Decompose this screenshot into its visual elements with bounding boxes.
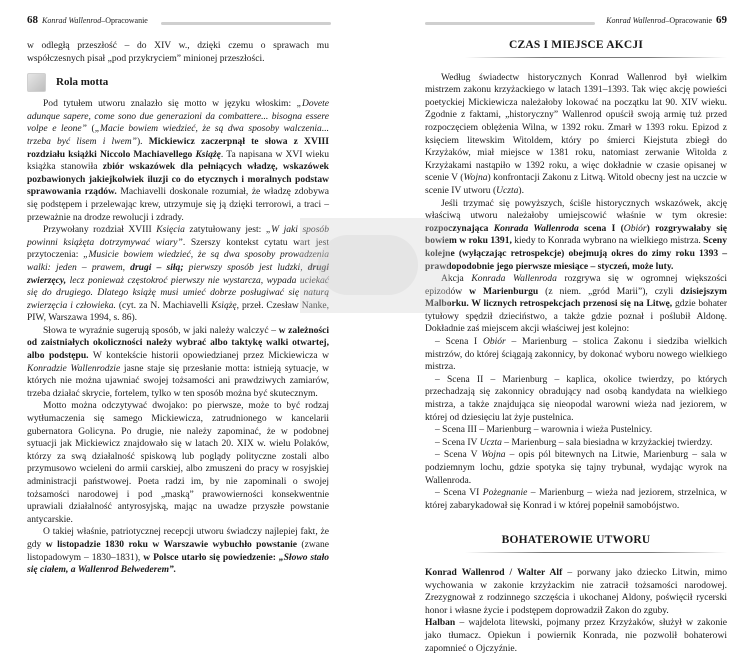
character-entry: Halban – wajdelota litewski, pojmany przez Krzyżaków, służył w zakonie jako tłumacz. Opiekun i powiernik Konrada, nie pozwolił bohaterowi zapomnieć o Ojczyźnie.: [425, 617, 727, 654]
section-heading: [27, 73, 329, 92]
paragraph: O takiej właśnie, patriotycznej recepcji utworu świadczy najlepiej fakt, że gdy w listopadzie 1830 roku w Warszawie wybuchło powstanie (zwane listopadowym – 1830–1831), w Polsce utarło się powiedzenie: „Słowo stało się ciałem, a Wallenrod Belwederem”.: [27, 526, 330, 576]
scene-list: [425, 336, 727, 512]
scene-item: – Scena IV Uczta – Marienburg – sala biesiadna w krzyżackiej twierdzy.: [435, 436, 713, 448]
running-head-left: 68 Konrad Wallenrod – Opracowanie: [27, 14, 148, 26]
paragraph: Pod tytułem utworu znalazło się motto w języku włoskim: „Dovete adunque sapere, come sono due generazioni da combattere... bisogna essere volpe e leone” („Macie bowiem wiedzieć, że są dwa sposoby walczenia... trzeba być lisem i lwem”). Mickiewicz zaczerpnął te słowa z XVIII rozdziału książki Niccolo Machiavellego Książę. Ta napisana w XVI wieku książka stanowiła zbiór wskazówek dla pełniących władzę, wskazówek pozbawionych jakiejkolwiek iluzji co do etycznych i moralnych podstaw sprawowania rządów. Machiavelli doskonale rozumiał, że władzę zdobywa się podstępem i przelewając krew, utrzymuje się ją dzięki terrorowi, a traci – przeważnie na drodze rewolucji i zdrady.: [27, 98, 329, 223]
running-subtitle: Opracowanie: [669, 15, 712, 25]
left-body: [27, 40, 329, 577]
paragraph: Jeśli trzymać się powyższych, ściśle historycznych wskazówek, akcję właściwą utworu należałoby umiejscowić właśnie w tym okresie: rozpoczynająca Konrada Wallenroda scena I (Obiór) rozgrywałaby się bowiem w roku 1391, kiedy to Konrada wybrano na wielkiego mistrza. Sceny kolejne (wyłączając retrospekcje) obejmują okres do zimy roku 1393 – prawdopodobnie jego pierwsze miesiące – styczeń, może luty.: [425, 197, 727, 272]
scene-item: – Scena V Wojna – opis pól bitewnych na Litwie, Marienburg – sala w podziemnym lochu, gdzie spotyka się tajny trybunał, wydając wyrok na Wallenroda.: [425, 449, 727, 486]
running-title: Konrad Wallenrod: [42, 15, 102, 25]
running-head-right: Konrad Wallenrod – Opracowanie 69: [606, 14, 727, 26]
right-page: [377, 0, 755, 654]
left-page: [0, 0, 377, 576]
header-rule: [161, 22, 331, 25]
section-title: Rola motta: [56, 76, 109, 89]
chapter-title-characters: BOHATEROWIE UTWORU: [425, 534, 727, 553]
page-number: 69: [716, 14, 727, 26]
intro-paragraph: w odległą przeszłość – do XIV w., dzięki czemu o sprawach mu współczesnych pisał „pod przykryciem” minionej przeszłości.: [27, 40, 329, 64]
paragraph: Akcja Konrada Wallenroda rozgrywa się w ogromnej większości epizodów w Marienburgu (z niem. „gród Marii”), czyli dzisiejszym Malborku. W licznych retrospekcjach przenosi się na Litwę, gdzie bohater tytułowy spędził dzieciństwo, a także gdzie poznał i poślubił Aldonę. Dokładnie zaś miejscem akcji właściwej jest kolejno:: [425, 273, 728, 335]
paragraph: Przywołany rozdział XVIII Księcia zatytułowany jest: „W jaki sposób powinni książęta dotrzymywać wiary”. Szerszy kontekst cytatu wart jest przytoczenia: „Musicie bowiem wiedzieć, że są dwa sposoby prowadzenia walki: jeden – prawem, drugi – siłą; pierwszy sposób jest ludzki, drugi zwierzęcy, lecz ponieważ częstokroć pierwszy nie wystarcza, wypada uciekać się do drugiego. Dlatego książę musi umieć dobrze posługiwać się naturą zwierzęcia i człowieka. (cyt. za N. Machiavelli Książę, przeł. Czesław Nanke, PIW, Warszawa 1994, s. 86).: [27, 224, 330, 324]
running-title: Konrad Wallenrod: [606, 15, 666, 25]
character-entry: Konrad Wallenrod / Walter Alf – porwany jako dziecko Litwin, mimo wychowania w zakonie krzyżackim nie zatracił tożsamości narodowej. Zrezygnował z rodzinnego szczęścia i ukochanej Aldony, poświęcił rycerski honor i własne życie i podstępem doprowadził Zakon do zguby.: [425, 566, 727, 616]
scene-item: – Scena I Obiór – Marienburg – stolica Zakonu i siedziba wielkich mistrzów, do której ściągają zakonnicy, by dokonać wyboru nowego wielkiego mistrza.: [425, 336, 727, 373]
paragraph: Według świadectw historycznych Konrad Wallenrod był wielkim mistrzem zakonu krzyżackiego w latach 1391–1393. Tak więc akcję powieści poetyckiej Mickiewicza należałoby lokować na początku lat 90. XIV wieku. Zgodnie z faktami, „historyczny” Wallenrod opuścił swoją armię tuż przed rozpoczęciem oblężenia Wilna, w 1392 roku. Zmarł w 1393 roku. Epizod z księciem litewskim Witoldem, który po śmierci Kiejstuta zbiegł do Krzyżaków, miał miejsce w 1381 roku, natomiast zerwanie Witolda z Krzyżakami nastąpiło w 1392 roku, a więc dokładnie w czasie opisanej w scenie V (Wojna) konfrontacji Zakonu z Litwą. Witold obecny jest na uczcie w scenie IV utworu (Uczta).: [425, 71, 727, 196]
header-rule: [425, 22, 595, 25]
running-subtitle: Opracowanie: [105, 15, 148, 25]
scene-item: – Scena III – Marienburg – warownia i wieża Pustelnicy.: [435, 424, 653, 436]
paragraph: Motto można odczytywać dwojako: po pierwsze, może to być rodzaj wytłumaczenia się samego Mickiewicza, zatrudnionego w kancelarii gubernatora Golicyna. Po drugie, nie należy zapominać, że w podobnej sytuacji jak Mickiewicz znajdowało się w latach 20. XIX w. wielu Polaków, którzy za swą działalność spiskową lub poglądy polityczne zostali albo przymusowo wcieleni do armii carskiej, albo zmuszeni do pracy w rosyjskiej administracji państwowej. Poeta radzi im, by nie zapominali o swojej tożsamości narodowej i pod „maską” prawowierności konsekwentnie uprawiali działalność antyrosyjską, mając na uwadze przyszłe powstanie antycarskie.: [27, 400, 329, 525]
chapter-title-time-place: CZAS I MIEJSCE AKCJI: [425, 39, 727, 58]
scene-item: – Scena VI Pożegnanie – Marienburg – wieża nad jeziorem, strzelnica, w której zabarykadował się Konrad i w której popełnił samobójstwo.: [425, 487, 727, 511]
right-body: [425, 39, 727, 655]
page-number: 68: [27, 14, 38, 26]
section-bullet-icon: [27, 73, 46, 92]
paragraph: Słowa te wyraźnie sugerują sposób, w jaki należy walczyć – w zależności od zaistniałych okoliczności należy wybrać albo taktykę walki otwartej, albo podstępu. W kontekście historii opowiedzianej przez Mickiewicza w Konradzie Wallenrodzie jasne staje się przesłanie motta: istnieją sytuacje, w których nie można ujawniać swojej tożsamości ani prawdziwych zamiarów, trzeba działać skrycie, fortelem, tylko w ten sposób można być skutecznym.: [27, 324, 330, 399]
scene-item: – Scena II – Marienburg – kaplica, okolice twierdzy, po których przechadzają się zakonnicy obradujący nad osobą kandydata na wielkiego mistrza, a także znajdująca się nieopodal warowni wieża nad jeziorem, w której od dziesięciu lat żyje pustelnica.: [425, 373, 728, 423]
